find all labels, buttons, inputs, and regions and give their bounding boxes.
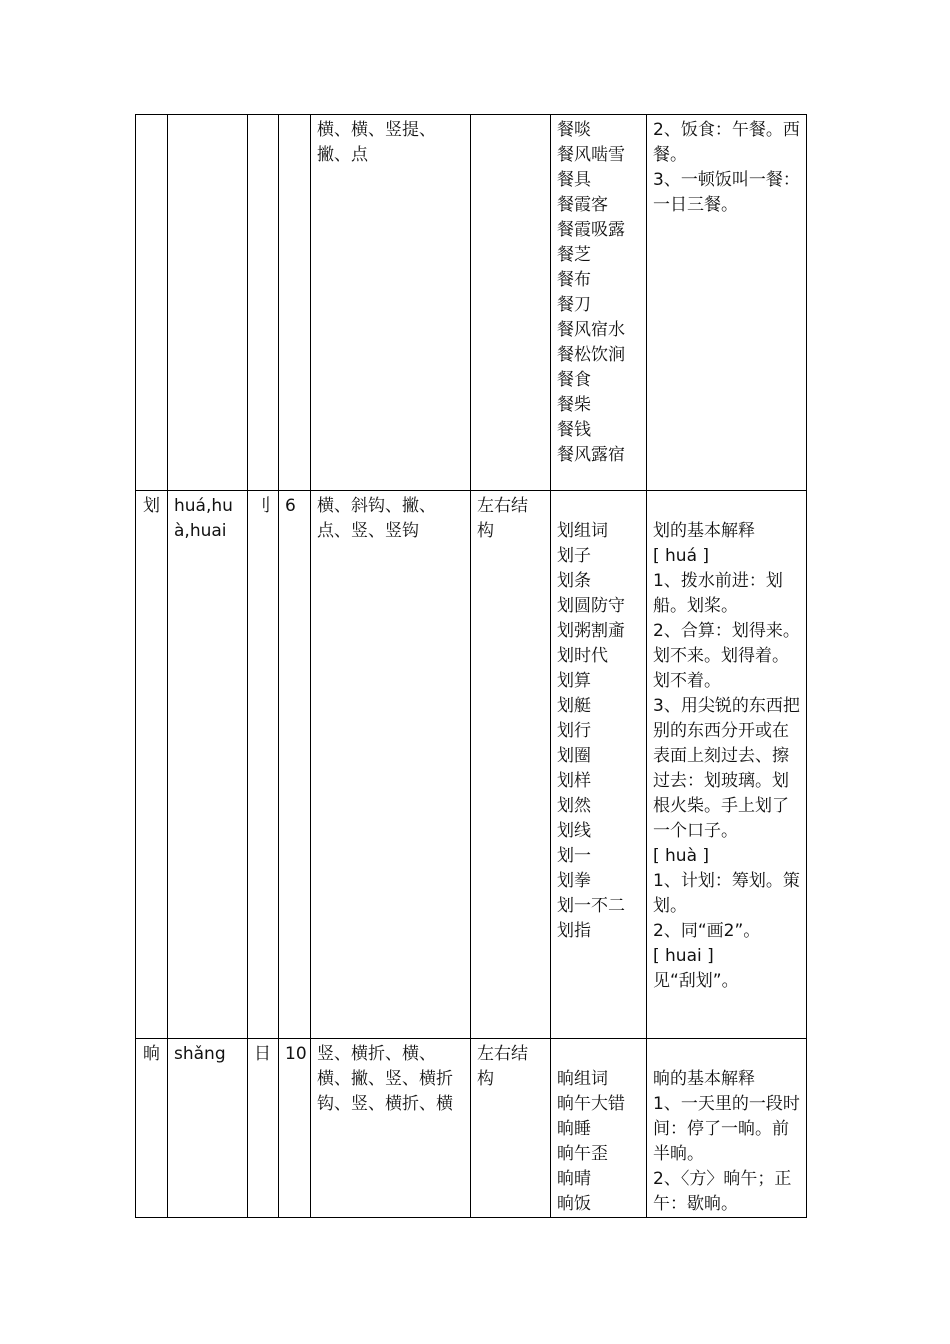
word-item: 划时代: [557, 646, 608, 666]
word-item: 餐食: [557, 370, 591, 390]
structure-cell-text: 左右结构: [477, 496, 528, 541]
word-item: 划拳: [557, 871, 591, 891]
definition-line: [ huà ]: [653, 846, 710, 866]
word-item: 划圆防守: [557, 596, 625, 616]
stroke-count-cell: [279, 1039, 311, 1218]
word-item: 划子: [557, 546, 591, 566]
word-item: 划样: [557, 771, 591, 791]
character-cell: [136, 115, 168, 491]
word-item: 划算: [557, 671, 591, 691]
word-item: 划一: [557, 846, 591, 866]
word-item: 餐柴: [557, 395, 591, 415]
definition-line: 3、用尖锐的东西把别的东西分开或在表面上刻过去、擦过去：划玻璃。划根火柴。手上划了一个口子。: [653, 696, 800, 841]
definition-cell: [647, 1039, 807, 1218]
word-item: 餐霞吸露: [557, 220, 625, 240]
stroke-count-cell: [279, 115, 311, 491]
definition-line: 晌的基本解释: [653, 1069, 755, 1089]
character-cell-text: 划: [143, 496, 160, 516]
word-item: 划艇: [557, 696, 591, 716]
word-item: 晌饭: [557, 1194, 591, 1214]
word-item: 餐布: [557, 270, 591, 290]
word-item: 划行: [557, 721, 591, 741]
pinyin-cell: [168, 491, 248, 1039]
word-item: 晌睡: [557, 1119, 591, 1139]
word-item: 划线: [557, 821, 591, 841]
word-item: 餐芝: [557, 245, 591, 265]
definition-line: 2、同“画2”。: [653, 921, 761, 941]
stroke-order-cell: [311, 1039, 471, 1218]
structure-cell: [471, 491, 551, 1039]
definition-line: 2、合算：划得来。划不来。划得着。划不着。: [653, 621, 800, 691]
definition-line: 见“刮划”。: [653, 971, 739, 991]
word-item: 餐钱: [557, 420, 591, 440]
definition-line: [ huai ]: [653, 946, 714, 966]
words-cell: [551, 115, 647, 491]
word-item: 划圈: [557, 746, 591, 766]
definition-line: 3、一顿饭叫一餐：一日三餐。: [653, 170, 800, 215]
word-item: 餐刀: [557, 295, 591, 315]
definition-line: 2、饭食：午餐。西餐。: [653, 120, 800, 165]
character-cell: [136, 491, 168, 1039]
structure-cell: [471, 115, 551, 491]
stroke-count-cell-text: 6: [285, 496, 296, 516]
definition-cell: [647, 491, 807, 1039]
stroke-order-cell-text: 竖、横折、横、横、撇、竖、横折钩、竖、横折、横: [317, 1044, 453, 1114]
stroke-order-cell-text: 横、斜钩、撇、点、竖、竖钩: [317, 496, 436, 541]
stroke-count-cell-text: 10: [285, 1044, 307, 1064]
word-item: 晌午歪: [557, 1144, 608, 1164]
pinyin-cell: [168, 1039, 248, 1218]
word-item: 划指: [557, 921, 591, 941]
word-item: 晌晴: [557, 1169, 591, 1189]
radical-cell: [248, 491, 279, 1039]
word-item: 划粥割齑: [557, 621, 625, 641]
words-cell: [551, 491, 647, 1039]
definition-line: 1、一天里的一段时间：停了一晌。前半晌。: [653, 1094, 800, 1164]
word-item: 划组词: [557, 521, 608, 541]
stroke-order-cell-text: 横、横、竖提、撇、点: [317, 120, 436, 165]
stroke-count-cell: [279, 491, 311, 1039]
definition-line: 1、计划：筹划。策划。: [653, 871, 800, 916]
pinyin-cell: [168, 115, 248, 491]
character-cell: [136, 1039, 168, 1218]
word-item: 晌午大错: [557, 1094, 625, 1114]
table-row: [136, 1039, 807, 1218]
pinyin-cell-text: huá,huà,huai: [174, 496, 233, 541]
radical-cell: [248, 115, 279, 491]
structure-cell-text: 左右结构: [477, 1044, 528, 1089]
stroke-order-cell: [311, 491, 471, 1039]
stroke-order-cell: [311, 115, 471, 491]
definition-line: 1、拨水前进：划船。划桨。: [653, 571, 783, 616]
word-item: 餐啖: [557, 120, 591, 140]
definition-line: 划的基本解释: [653, 521, 755, 541]
word-item: 餐风宿水: [557, 320, 625, 340]
word-item: 餐具: [557, 170, 591, 190]
table-row: [136, 115, 807, 491]
word-item: 划条: [557, 571, 591, 591]
radical-cell: [248, 1039, 279, 1218]
character-table: [135, 114, 807, 1218]
word-item: 划一不二: [557, 896, 625, 916]
character-cell-text: 晌: [143, 1044, 160, 1064]
table-row: [136, 491, 807, 1039]
words-cell: [551, 1039, 647, 1218]
definition-cell: [647, 115, 807, 491]
structure-cell: [471, 1039, 551, 1218]
word-item: 餐风啮雪: [557, 145, 625, 165]
radical-cell-text: 刂: [254, 496, 271, 516]
word-item: 晌组词: [557, 1069, 608, 1089]
word-item: 餐风露宿: [557, 445, 625, 465]
word-item: 餐松饮涧: [557, 345, 625, 365]
pinyin-cell-text: shǎng: [174, 1044, 226, 1064]
definition-line: 2、〈方〉晌午；正午：歇晌。: [653, 1169, 792, 1214]
word-item: 餐霞客: [557, 195, 608, 215]
word-item: 划然: [557, 796, 591, 816]
radical-cell-text: 日: [254, 1044, 271, 1064]
definition-line: [ huá ]: [653, 546, 710, 566]
